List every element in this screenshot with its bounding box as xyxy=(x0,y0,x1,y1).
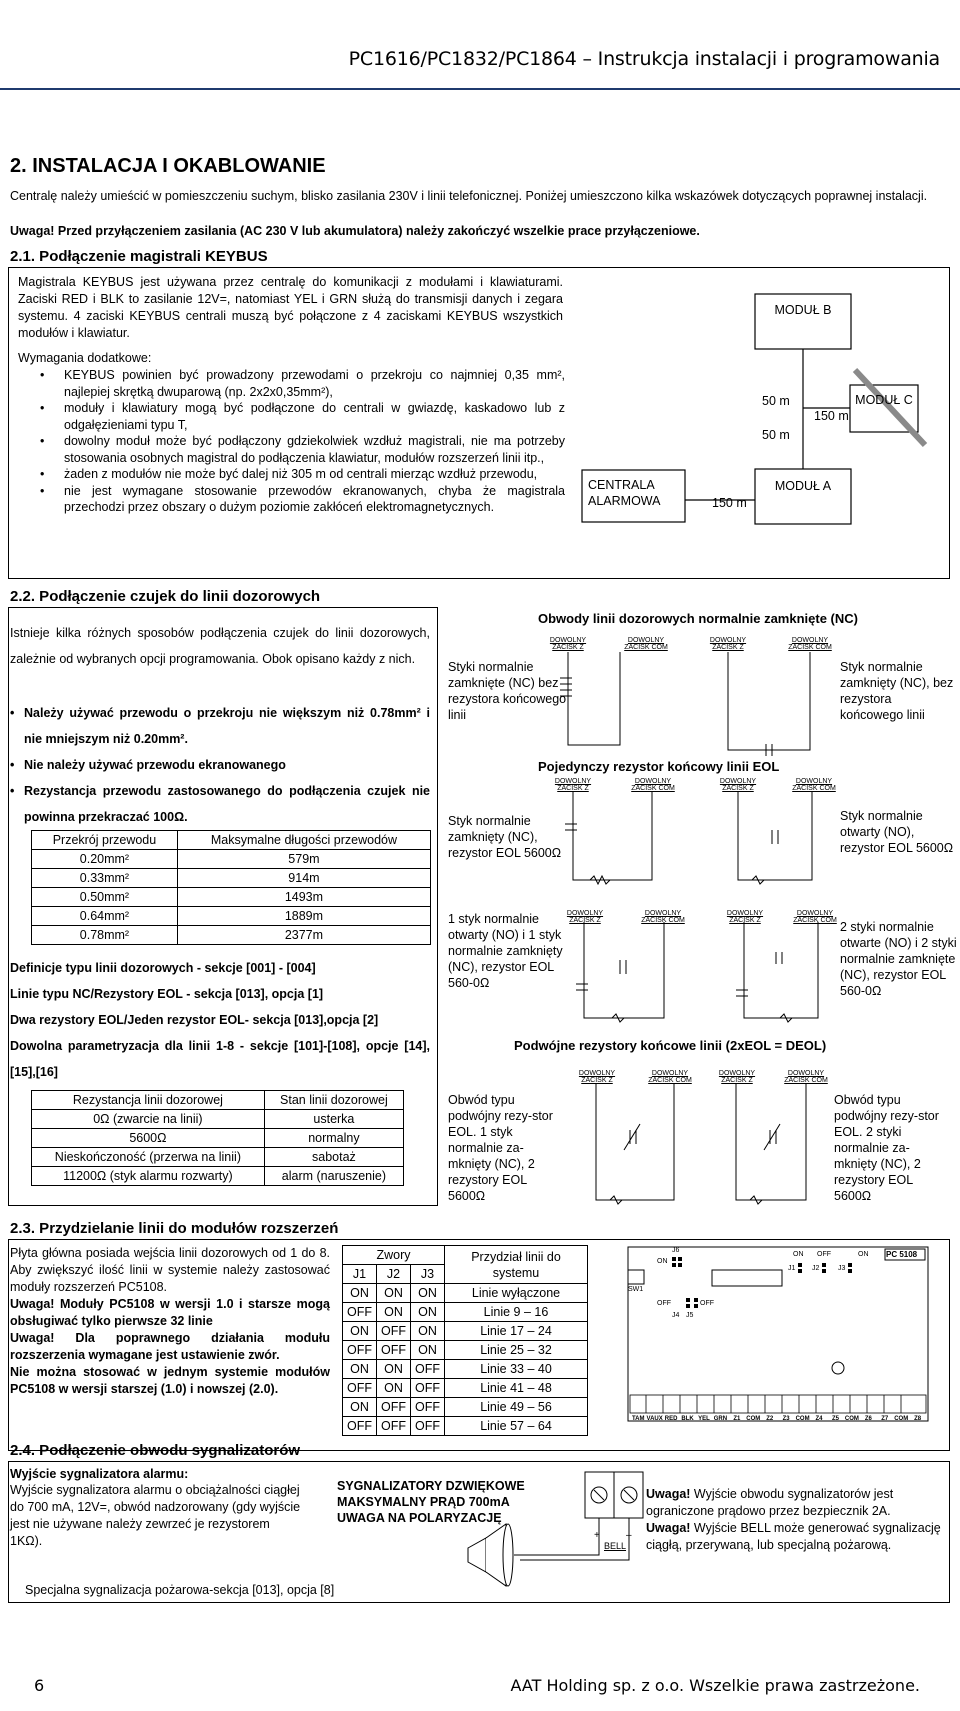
table-cell: 0.78mm² xyxy=(32,926,178,945)
definition-line: Definicje typu linii dozorowych - sekcje [001] - [004] xyxy=(10,961,316,975)
table-cell: Linie 25 – 32 xyxy=(445,1341,588,1360)
switch-label: SW1 xyxy=(628,1286,644,1293)
list-item: • dowolny moduł może być podłączony gdziekolwiek wzdłuż magistrali, nie ma potrzeby stosowania osobnych magistral do podłączenia klawiatur, modułów rozszerzeń linii itp., xyxy=(0,433,565,466)
table-cell: OFF xyxy=(377,1341,411,1360)
running-header: PC1616/PC1832/PC1864 – Instrukcja instalacji i programowania xyxy=(348,48,940,70)
page-number: 6 xyxy=(34,1676,45,1695)
module-c-label: MODUŁ C xyxy=(855,393,913,407)
bell-minus: – xyxy=(626,1530,632,1541)
nc-circuits-title: Obwody linii dozorowych normalnie zamknięte (NC) xyxy=(538,611,858,626)
terminal-label: BLK xyxy=(681,1416,694,1422)
eol-right2-caption: 2 styki normalnie otwarte (NO) i 2 styki normalnie zamknięte (NC), rezystor EOL 560-0Ω xyxy=(840,920,957,998)
table-cell: Nieskończoność (przerwa na linii) xyxy=(32,1148,265,1167)
deol-right-caption: Obwód typu podwójny rezy-stor EOL. 2 styki normalnie za-mknięty (NC), 2 rezystory EOL 5600Ω xyxy=(834,1093,939,1203)
table-cell: alarm (naruszenie) xyxy=(264,1167,403,1186)
bullet-text: Nie należy używać przewodu ekranowanego xyxy=(24,758,286,772)
jumper-label: J5 xyxy=(686,1312,694,1319)
jumper-label: J6 xyxy=(672,1247,680,1254)
jumper-state-label: OFF xyxy=(657,1300,671,1307)
table-cell: OFF xyxy=(343,1303,377,1322)
table-cell: ON xyxy=(377,1303,411,1322)
definition-line: Dowolna parametryzacja dla linii 1-8 - sekcje [101]-[108], opcje [14],[15],[16] xyxy=(10,1039,430,1079)
table-cell: OFF xyxy=(411,1360,445,1379)
table-cell: ON xyxy=(411,1322,445,1341)
table-header: Przekrój przewodu xyxy=(32,831,178,850)
footer-copyright: AAT Holding sp. z o.o. Wszelkie prawa zastrzeżone. xyxy=(510,1676,920,1695)
eol-title: Pojedynczy rezystor końcowy linii EOL xyxy=(538,759,780,774)
jumper-label: J1 xyxy=(788,1265,796,1272)
table-header: Stan linii dozorowej xyxy=(264,1091,403,1110)
subsection-2-1-title: 2.1. Podłączenie magistrali KEYBUS xyxy=(10,248,268,265)
siren-note xyxy=(646,1486,941,1520)
list-item: • moduły i klawiatury mogą być podłączone do centrali w gwiazdę, kaskadowo lub z odgałęzieniami typu T, xyxy=(0,400,565,433)
jumper-label: J2 xyxy=(812,1265,820,1272)
subsection-2-3-title: 2.3. Przydzielanie linii do modułów rozszerzeń xyxy=(10,1220,339,1237)
bullet-no-shield: • Nie należy używać przewodu ekranowanego xyxy=(10,758,286,772)
bullet-text: Rezystancja przewodu zastosowanego do podłączenia czujek nie powinna przekraczać 100Ω. xyxy=(24,784,430,824)
table-cell: ON xyxy=(377,1360,411,1379)
terminal-label: Z7 xyxy=(881,1416,889,1422)
terminal-label: Z5 xyxy=(831,1416,839,1422)
eol-right-caption: Styk normalnie otwarty (NO), rezystor EOL 5600Ω xyxy=(840,809,954,855)
table-header: Zwory xyxy=(343,1246,445,1265)
table-cell: OFF xyxy=(343,1341,377,1360)
list-item: • KEYBUS powinien być prowadzony przewodami o przekroju co najmniej 0,35 mm², najlepiej skrętką dwuparową (np. 2x2x0,35mm²), xyxy=(0,367,565,400)
terminal-label: YEL xyxy=(698,1416,710,1422)
table-header: J3 xyxy=(411,1265,445,1284)
table-cell: Linie 17 – 24 xyxy=(445,1322,588,1341)
terminal-label: COM xyxy=(894,1416,909,1422)
module-b-label: MODUŁ B xyxy=(774,303,832,317)
terminal-label: DOWOLNY ZACISK Z xyxy=(549,637,587,651)
fire-signal-note: Specjalna sygnalizacja pożarowa-sekcja [013], opcja [8] xyxy=(25,1583,335,1597)
intro-paragraph: Centralę należy umieścić w pomieszczeniu suchym, blisko zasilania 230V i linii telefonicznej. Poniżej umieszczono kilka wskazówek dotyczących poprawnej instalacji. xyxy=(10,189,928,203)
terminal-label: COM xyxy=(795,1416,810,1422)
table-cell: sabotaż xyxy=(264,1148,403,1167)
terminal-label: RED xyxy=(664,1416,678,1422)
bell-label: BELL xyxy=(604,1541,627,1551)
terminal-label: Z6 xyxy=(864,1416,872,1422)
table-cell: OFF xyxy=(377,1322,411,1341)
requirements-title: Wymagania dodatkowe: xyxy=(18,351,152,365)
terminal-label: DOWOLNY ZACISK COM xyxy=(624,637,668,651)
expansion-text-line: Płyta główna posiada wejścia linii dozorowych od 1 do 8. Aby zwiększyć ilość linii w systemie należy zastosować moduły rozszerzeń PC5108. xyxy=(10,1246,330,1294)
table-cell: Linie wyłączone xyxy=(445,1284,588,1303)
siren-warning-line: SYGNALIZATORY DZWIĘKOWE xyxy=(337,1479,525,1493)
note-text: Wyjście obwodu sygnalizatorów jest ograniczone prądowo przez bezpiecznik 2A. xyxy=(646,1487,894,1518)
terminal-label: Z3 xyxy=(782,1416,790,1422)
distance-label: 150 m xyxy=(712,496,747,510)
distance-label: 50 m xyxy=(762,394,790,408)
subsection-2-4-title: 2.4. Podłączenie obwodu sygnalizatorów xyxy=(10,1442,301,1459)
terminal-label: Z2 xyxy=(766,1416,774,1422)
terminal-label: Z4 xyxy=(815,1416,823,1422)
terminal-label: DOWOLNY ZACISK Z xyxy=(719,778,757,792)
table-cell: OFF xyxy=(377,1417,411,1436)
terminal-label: DOWOLNY ZACISK COM xyxy=(792,778,836,792)
table-header: Rezystancja linii dozorowej xyxy=(32,1091,265,1110)
siren-warning-line: UWAGA NA POLARYZACJĘ xyxy=(337,1511,502,1525)
siren-notes xyxy=(646,1486,941,1554)
table-cell: OFF xyxy=(343,1417,377,1436)
table-cell: Linie 9 – 16 xyxy=(445,1303,588,1322)
terminal-label: TAM xyxy=(631,1416,645,1422)
terminal-label: DOWOLNY ZACISK Z xyxy=(578,1070,616,1084)
jumper-label: J3 xyxy=(838,1265,846,1272)
nc-right-caption: Styk normalnie zamknięty (NC), bez rezystora końcowego linii xyxy=(840,660,954,722)
terminal-label: DOWOLNY ZACISK COM xyxy=(788,637,832,651)
table-cell: 1493m xyxy=(177,888,430,907)
terminal-label: GRN xyxy=(713,1416,728,1422)
table-cell: 0.33mm² xyxy=(32,869,178,888)
bullet-text: Należy używać przewodu o przekroju nie większym niż 0.78mm² i nie mniejszym niż 0.20mm². xyxy=(24,706,430,746)
table-header: Przydział linii do systemu xyxy=(445,1246,588,1284)
table-cell: 0.20mm² xyxy=(32,850,178,869)
panel-label: CENTRALA ALARMOWA xyxy=(588,478,661,508)
bullet-wire-size: • Należy używać przewodu o przekroju nie większym niż 0.78mm² i nie mniejszym niż 0.20mm². xyxy=(10,706,430,746)
table-cell: 11200Ω (styk alarmu rozwarty) xyxy=(32,1167,265,1186)
expansion-note: Uwaga! Dla poprawnego działania modułu rozszerzenia wymagane jest ustawienie zwór. xyxy=(10,1331,330,1362)
list-item: • żaden z modułów nie może być dalej niż 305 m od centrali mierząc wzdłuż przewodu, xyxy=(0,466,565,483)
terminal-label: DOWOLNY ZACISK COM xyxy=(784,1070,828,1084)
table-cell: Linie 57 – 64 xyxy=(445,1417,588,1436)
table-cell: OFF xyxy=(411,1417,445,1436)
siren-output-title: Wyjście sygnalizatora alarmu: xyxy=(10,1467,189,1481)
table-cell: ON xyxy=(411,1284,445,1303)
bell-plus: + xyxy=(594,1530,600,1541)
module-a-label: MODUŁ A xyxy=(774,479,832,493)
table-cell: ON xyxy=(411,1303,445,1322)
nc-left-caption: Styki normalnie zamknięte (NC) bez rezystora końcowego linii xyxy=(448,660,567,722)
terminal-label: DOWOLNY ZACISK COM xyxy=(641,910,685,924)
subsection-2-2-title: 2.2. Podłączenie czujek do linii dozorowych xyxy=(10,588,321,605)
table-cell: 579m xyxy=(177,850,430,869)
table-cell: 5600Ω xyxy=(32,1129,265,1148)
terminal-label: DOWOLNY ZACISK COM xyxy=(648,1070,692,1084)
section-2-heading: 2. INSTALACJA I OKABLOWANIE xyxy=(10,155,326,177)
table-cell: ON xyxy=(377,1379,411,1398)
terminal-label: DOWOLNY ZACISK Z xyxy=(566,910,604,924)
eol-left-caption: Styk normalnie zamknięty (NC), rezystor EOL 5600Ω xyxy=(448,814,562,860)
table-cell: normalny xyxy=(264,1129,403,1148)
distance-label: 150 m xyxy=(814,409,849,423)
table-cell: Linie 33 – 40 xyxy=(445,1360,588,1379)
table-cell: ON xyxy=(411,1341,445,1360)
terminal-label: DOWOLNY ZACISK Z xyxy=(718,1070,756,1084)
table-header: Maksymalne długości przewodów xyxy=(177,831,430,850)
eol-left2-caption: 1 styk normalnie otwarty (NO) i 1 styk normalnie zamknięty (NC), rezystor EOL 560-0Ω xyxy=(448,912,563,990)
terminal-label: VAUX xyxy=(646,1416,663,1422)
jumper-state-label: OFF xyxy=(700,1300,714,1307)
distance-label: 50 m xyxy=(762,428,790,442)
table-cell: Linie 41 – 48 xyxy=(445,1379,588,1398)
zones-intro: Istnieje kilka różnych sposobów podłączenia czujek do linii dozorowych, zależnie od wybranych opcji programowania. Obok opisano każdy z nich. xyxy=(10,626,430,666)
table-cell: ON xyxy=(343,1398,377,1417)
table-cell: Linie 49 – 56 xyxy=(445,1398,588,1417)
terminal-label: DOWOLNY ZACISK Z xyxy=(726,910,764,924)
table-cell: ON xyxy=(343,1284,377,1303)
terminal-label: DOWOLNY ZACISK Z xyxy=(554,778,592,792)
jumper-state-label: OFF xyxy=(817,1251,831,1258)
table-cell: 0.50mm² xyxy=(32,888,178,907)
jumper-state-label: ON xyxy=(657,1258,668,1265)
table-cell: 0.64mm² xyxy=(32,907,178,926)
keybus-paragraph: Magistrala KEYBUS jest używana przez centralę do komunikacji z modułami i klawiaturami. Zaciski RED i BLK to zasilanie 12V=, natomiast YEL i GRN służą do transmisji danych i zegara systemu. 4 zaciski KEYBUS centrali muszą być połączone z 4 zaciskami KEYBUS wszystkich modułów i klawiatur. xyxy=(18,275,563,340)
deol-title: Podwójne rezystory końcowe linii (2xEOL = DEOL) xyxy=(514,1038,827,1053)
jumper-state-label: ON xyxy=(793,1251,804,1258)
definition-line: Linie typu NC/Rezystory EOL - sekcja [013], opcja [1] xyxy=(10,987,324,1001)
note-label: Uwaga! xyxy=(646,1487,691,1501)
table-cell: OFF xyxy=(411,1379,445,1398)
table-cell: ON xyxy=(343,1360,377,1379)
terminal-label: DOWOLNY ZACISK Z xyxy=(709,637,747,651)
table-cell: OFF xyxy=(411,1398,445,1417)
terminal-label: Z8 xyxy=(914,1416,922,1422)
jumper-label: J4 xyxy=(672,1312,680,1319)
jumper-state-label: ON xyxy=(858,1251,869,1258)
table-cell: 2377m xyxy=(177,926,430,945)
bullet-resistance: • Rezystancja przewodu zastosowanego do podłączenia czujek nie powinna przekraczać 100Ω. xyxy=(10,784,430,824)
siren-note xyxy=(646,1520,941,1554)
expansion-note: Nie można stosować w jednym systemie modułów PC5108 w wersji starszej (1.0) i nowszej (2.0). xyxy=(10,1365,330,1396)
terminal-label: COM xyxy=(746,1416,761,1422)
warning-paragraph: Uwaga! Przed przyłączeniem zasilania (AC 230 V lub akumulatora) należy zakończyć wszelkie prace przyłączeniowe. xyxy=(10,224,700,238)
terminal-label: DOWOLNY ZACISK COM xyxy=(793,910,837,924)
table-cell: 0Ω (zwarcie na linii) xyxy=(32,1110,265,1129)
terminal-label: DOWOLNY ZACISK COM xyxy=(631,778,675,792)
note-label: Uwaga! xyxy=(646,1521,691,1535)
table-cell: OFF xyxy=(343,1379,377,1398)
terminal-label: Z1 xyxy=(733,1416,741,1422)
note-text: Wyjście BELL może generować sygnalizację ciągłą, przerywaną, lub specjalną pożarową. xyxy=(646,1521,941,1552)
table-header: J2 xyxy=(377,1265,411,1284)
siren-warning-line: MAKSYMALNY PRĄD 700mA xyxy=(337,1495,510,1509)
expansion-note: Uwaga! Moduły PC5108 w wersji 1.0 i starsze mogą obsługiwać tylko pierwsze 32 linie xyxy=(10,1297,330,1328)
deol-left-caption: Obwód typu podwójny rezy-stor EOL. 1 styk normalnie za-mknięty (NC), 2 rezystory EOL 5600Ω xyxy=(448,1093,553,1203)
board-model-label: PC 5108 xyxy=(886,1250,918,1259)
siren-output-text: Wyjście sygnalizatora alarmu o obciążalności ciągłej do 700 mA, 12V=, obwód nadzorowany (gdy wyjście jest nie używane należy zewrzeć je rezystorem 1KΩ). xyxy=(10,1483,301,1548)
table-cell: OFF xyxy=(377,1398,411,1417)
table-cell: 1889m xyxy=(177,907,430,926)
table-header: J1 xyxy=(343,1265,377,1284)
terminal-label: COM xyxy=(844,1416,859,1422)
table-cell: 914m xyxy=(177,869,430,888)
definition-line: Dwa rezystory EOL/Jeden rezystor EOL- sekcja [013],opcja [2] xyxy=(10,1013,379,1027)
table-cell: ON xyxy=(377,1284,411,1303)
list-item: • nie jest wymagane stosowanie przewodów ekranowanych, chyba że magistrala przechodzi przez obszary o dużym poziomie zakłóceń elektromagnetycznych. xyxy=(0,483,565,516)
table-cell: usterka xyxy=(264,1110,403,1129)
table-cell: ON xyxy=(343,1322,377,1341)
